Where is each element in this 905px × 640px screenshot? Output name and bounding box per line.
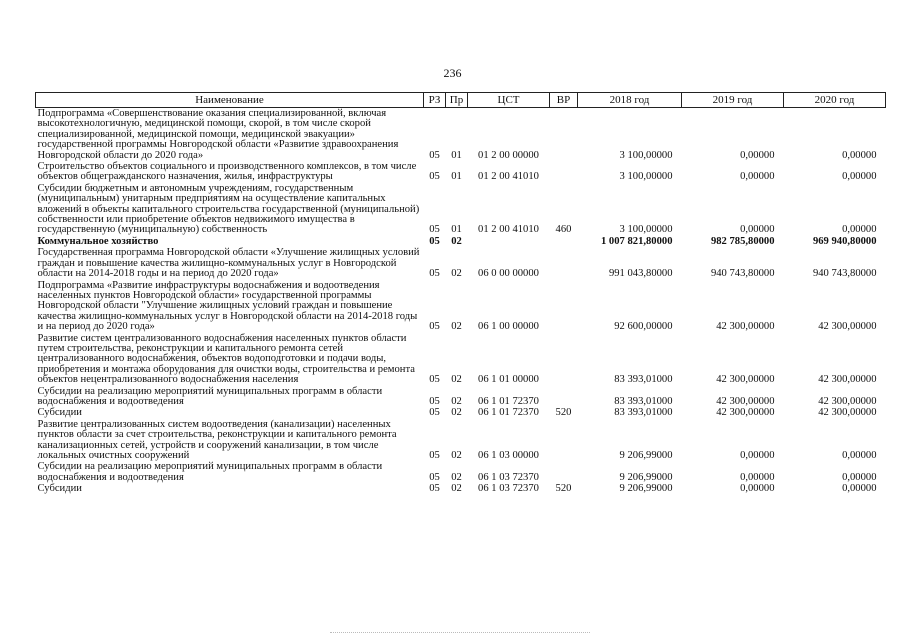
table-row <box>36 108 886 162</box>
cell-vr <box>550 461 578 483</box>
cell-name: Развитие систем централизованного водоснабжения населенных пунктов области путем строительства, реконструкции и капитального ремонта сетей централизованного водоснабжения, объектов водоподготовки и подачи воды, приобретения и монтажа оборудования для очистки воды, строительства и ремонта объектов нецентрализованного водоснабжения населения <box>37 332 415 386</box>
cell-cst: 06 1 03 72370 <box>478 483 539 495</box>
cell-cst: 06 0 00 00000 <box>478 268 539 280</box>
cell-name: Субсидии <box>37 407 82 419</box>
cell-2020: 42 300,00000 <box>818 321 877 333</box>
budget-table <box>35 92 886 495</box>
table-row <box>36 183 886 236</box>
col-header-pr: Пр <box>446 93 468 108</box>
cell-rz: 05 <box>429 224 440 236</box>
cell-name: Строительство объектов социального и производственного комплексов, в том числе объектов общегражданского назначения, жилья, инфраструктуры <box>37 161 417 183</box>
table-row <box>36 247 886 279</box>
cell-rz: 05 <box>429 235 440 247</box>
cell-pr: 02 <box>451 471 462 483</box>
cell-2020: 969 940,80000 <box>812 235 877 247</box>
cell-cst: 01 2 00 41010 <box>478 171 539 183</box>
cell-2019: 42 300,00000 <box>716 321 775 333</box>
cell-2020: 0,00000 <box>842 483 877 495</box>
table-row <box>36 161 886 183</box>
cell-pr: 02 <box>451 407 462 419</box>
cell-2020: 0,00000 <box>842 149 877 161</box>
cell-2018: 83 393,01000 <box>614 395 673 407</box>
cell-vr <box>550 161 578 183</box>
cell-name: Субсидии на реализацию мероприятий муниципальных программ в области водоснабжения и водоотведения <box>37 461 383 483</box>
cell-cst: 06 1 00 00000 <box>478 321 539 333</box>
cell-rz: 05 <box>429 321 440 333</box>
cell-2018: 1 007 821,80000 <box>600 235 673 247</box>
col-header-2020: 2020 год <box>784 93 886 108</box>
cell-rz: 05 <box>429 450 440 461</box>
cell-2018: 9 206,99000 <box>619 471 673 483</box>
cell-rz: 05 <box>429 407 440 419</box>
col-header-vr: ВР <box>550 93 578 108</box>
cell-2020: 0,00000 <box>842 224 877 236</box>
cell-2018: 83 393,01000 <box>614 374 673 386</box>
col-header-name: Наименование <box>36 93 424 108</box>
cell-2020: 0,00000 <box>842 171 877 183</box>
cell-2019: 42 300,00000 <box>716 395 775 407</box>
cell-rz: 05 <box>429 268 440 280</box>
cell-2020: 42 300,00000 <box>818 395 877 407</box>
cell-2019: 0,00000 <box>740 149 775 161</box>
cell-cst <box>468 236 550 247</box>
cell-cst: 06 1 03 72370 <box>478 471 539 483</box>
col-header-2019: 2019 год <box>682 93 784 108</box>
cell-rz: 05 <box>429 471 440 483</box>
table-row <box>36 280 886 333</box>
cell-2018: 92 600,00000 <box>614 321 673 333</box>
cell-rz: 05 <box>429 395 440 407</box>
cell-2020: 42 300,00000 <box>818 407 877 419</box>
cell-name: Субсидии на реализацию мероприятий муниципальных программ в области водоснабжения и водоотведения <box>37 385 383 407</box>
cell-pr: 01 <box>451 224 462 236</box>
cell-rz: 05 <box>429 171 440 183</box>
cell-name: Субсидии <box>37 483 82 495</box>
scan-artifact-line <box>330 632 590 636</box>
table-row <box>36 236 886 247</box>
cell-rz: 05 <box>429 374 440 386</box>
cell-2020: 0,00000 <box>842 450 877 461</box>
table-row <box>36 386 886 408</box>
cell-2019: 940 743,80000 <box>710 268 775 280</box>
cell-vr <box>550 236 578 247</box>
cell-pr: 01 <box>451 149 462 161</box>
table-row <box>36 333 886 386</box>
cell-2019: 982 785,80000 <box>710 235 775 247</box>
cell-2018: 3 100,00000 <box>619 171 673 183</box>
cell-cst: 06 1 01 72370 <box>478 395 539 407</box>
cell-2018: 3 100,00000 <box>619 149 673 161</box>
cell-vr: 520 <box>555 483 572 495</box>
cell-pr: 02 <box>451 321 462 333</box>
cell-rz: 05 <box>429 149 440 161</box>
cell-pr: 02 <box>451 268 462 280</box>
cell-2020: 940 743,80000 <box>812 268 877 280</box>
cell-name: Субсидии бюджетным и автономным учреждениям, государственным (муниципальным) унитарным предприятиям на осуществление капитальных вложений в объекты капитального строительства государственной (муниципальной) собственности или приобретение объектов недвижимого имущества в государственную (муниципальную) собственность <box>37 182 420 236</box>
cell-2019: 0,00000 <box>740 224 775 236</box>
cell-rz: 05 <box>429 483 440 495</box>
cell-name: Коммунальное хозяйство <box>37 235 159 247</box>
col-header-rz: РЗ <box>424 93 446 108</box>
table-row <box>36 407 886 418</box>
table-body <box>36 108 886 495</box>
cell-cst: 06 1 01 72370 <box>478 407 539 419</box>
cell-vr <box>550 333 578 386</box>
cell-2019: 0,00000 <box>740 450 775 461</box>
cell-2018: 9 206,99000 <box>619 450 673 461</box>
cell-pr: 02 <box>451 235 462 247</box>
cell-vr: 520 <box>555 407 572 419</box>
cell-vr <box>550 419 578 462</box>
cell-2018: 3 100,00000 <box>619 224 673 236</box>
col-header-cst: ЦСТ <box>468 93 550 108</box>
cell-pr: 02 <box>451 395 462 407</box>
cell-vr <box>550 280 578 333</box>
cell-pr: 02 <box>451 450 462 461</box>
cell-2019: 0,00000 <box>740 483 775 495</box>
cell-2020: 42 300,00000 <box>818 374 877 386</box>
cell-vr <box>550 386 578 408</box>
cell-cst: 01 2 00 00000 <box>478 149 539 161</box>
cell-name: Подпрограмма «Развитие инфраструктуры водоснабжения и водоотведения населенных пунктов Новгородской области» государственной программы Новгородской области "Улучшение жилищных условий граждан и повышение качества жилищно-коммунальных услуг в Новгородской области на 2014-2018 годы и на период до 2020 года» <box>37 279 418 333</box>
cell-2018: 9 206,99000 <box>619 483 673 495</box>
cell-cst: 06 1 03 00000 <box>478 450 539 461</box>
page-number: 236 <box>443 66 462 80</box>
table-row <box>36 461 886 483</box>
cell-name: Подпрограмма «Совершенствование оказания специализированной, включая высокотехнологичную, медицинской помощи, скорой, в том числе скорой специализированной, медицинской помощи, медицинской эвакуации» государственной программы Новгородской области «Развитие здравоохранения Новгородской области до 2020 года» <box>37 108 399 161</box>
cell-name: Развитие централизованных систем водоотведения (канализации) населенных пунктов области за счет строительства, реконструкции и капитального ремонта канализационных сетей, устройств и сооружений канализации, в том числе локальных очистных сооружений <box>37 418 397 461</box>
cell-cst: 06 1 01 00000 <box>478 374 539 386</box>
cell-2018: 83 393,01000 <box>614 407 673 419</box>
cell-pr: 02 <box>451 374 462 386</box>
table-row <box>36 419 886 462</box>
cell-cst: 01 2 00 41010 <box>478 224 539 236</box>
cell-2018: 991 043,80000 <box>608 268 673 280</box>
cell-2019: 0,00000 <box>740 471 775 483</box>
cell-pr: 01 <box>451 171 462 183</box>
cell-vr <box>550 247 578 279</box>
cell-pr: 02 <box>451 483 462 495</box>
cell-vr <box>550 108 578 162</box>
cell-2020: 0,00000 <box>842 471 877 483</box>
cell-name: Государственная программа Новгородской области «Улучшение жилищных условий граждан и повышение качества жилищно-коммунальных услуг в Новгородской области на 2014-2018 годы и на период до 2020 года» <box>37 247 420 280</box>
cell-2019: 42 300,00000 <box>716 407 775 419</box>
cell-2019: 0,00000 <box>740 171 775 183</box>
table-row <box>36 483 886 494</box>
col-header-2018: 2018 год <box>578 93 682 108</box>
cell-vr: 460 <box>555 224 572 236</box>
cell-2019: 42 300,00000 <box>716 374 775 386</box>
table-header-row <box>36 93 886 108</box>
